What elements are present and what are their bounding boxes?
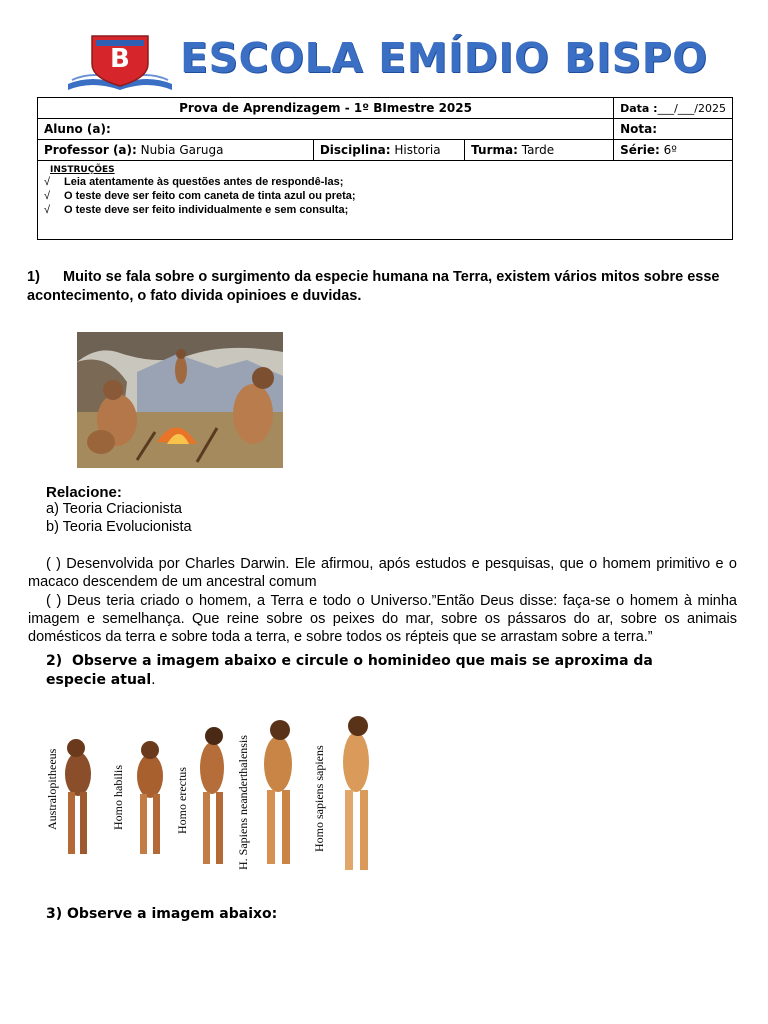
question-1-text: Muito se fala sobre o surgimento da especie humana na Terra, existem vários mitos sobre esse acontecimento, o fato divida opinioes e duvidas. bbox=[27, 269, 720, 304]
species-label: Homo sapiens sapiens bbox=[312, 745, 326, 852]
instruction-item: √ O teste deve ser feito com caneta de tinta azul ou preta; bbox=[44, 190, 356, 202]
question-3-number: 3) bbox=[46, 906, 63, 922]
question-1-number: 1) bbox=[27, 269, 40, 285]
check-icon: √ bbox=[44, 190, 51, 202]
logo-letter: B bbox=[110, 44, 130, 74]
subject-value: Historia bbox=[394, 143, 441, 157]
instruction-item: √ Leia atentamente às questões antes de respondê-las; bbox=[44, 176, 344, 188]
instructions-title: INSTRUÇÕES bbox=[50, 165, 115, 175]
date-cell[interactable] bbox=[614, 98, 733, 119]
teacher-value: Nubia Garuga bbox=[140, 143, 224, 157]
option-b: b) Teoria Evolucionista bbox=[46, 519, 192, 535]
instructions-box bbox=[38, 161, 733, 240]
teacher-cell bbox=[38, 140, 314, 161]
question-3-text: Observe a imagem abaixo: bbox=[67, 906, 278, 922]
species-label: Homo habilis bbox=[111, 765, 125, 830]
subject-cell bbox=[313, 140, 464, 161]
check-icon: √ bbox=[44, 176, 51, 188]
question-2-text: Observe a imagem abaixo e circule o hominideo que mais se aproxima da especie atual bbox=[46, 653, 653, 688]
school-name: ESCOLA EMÍDIO BISPO bbox=[180, 34, 708, 82]
species-label: Homo erectus bbox=[175, 767, 189, 834]
exam-info-table bbox=[37, 97, 733, 240]
grade-field[interactable] bbox=[614, 119, 733, 140]
series-cell bbox=[614, 140, 733, 161]
option-a: a) Teoria Criacionista bbox=[46, 501, 182, 517]
question-3 bbox=[46, 906, 277, 922]
relate-item-1: ( ) Desenvolvida por Charles Darwin. Ele afirmou, após estudos e pesquisas, que o homem primitivo e o macaco descendem de um ancestral comum bbox=[28, 556, 737, 590]
school-header bbox=[62, 30, 708, 96]
species-label: H. Sapiens neanderthalensis bbox=[236, 735, 250, 870]
question-1 bbox=[27, 268, 733, 306]
relate-label: Relacione: bbox=[46, 484, 122, 501]
human-evolution-image bbox=[40, 712, 388, 882]
student-label: Aluno (a): bbox=[44, 122, 111, 136]
question-2: 2) Observe a imagem abaixo e circule o hominideo que mais se aproxima da especie atual. bbox=[46, 653, 653, 688]
student-field[interactable] bbox=[38, 119, 614, 140]
instruction-item: √ O teste deve ser feito individualmente e sem consulta; bbox=[44, 204, 349, 216]
series-label: Série: bbox=[620, 143, 660, 157]
exam-title: Prova de Aprendizagem - 1º BImestre 2025 bbox=[38, 98, 614, 119]
class-cell bbox=[465, 140, 614, 161]
relate-item-2: ( ) Deus teria criado o homem, a Terra e todo o Universo.”Então Deus disse: faça-se o homem à minha imagem e semelhança. Que reine sobre os peixes do mar, sobre os pássaros do ar, sobre os animais domésticos da terra e sobre toda a terra, e sobre todos os répteis que se arrastam sobre a terra.” bbox=[28, 593, 737, 645]
date-value: ___/___/2025 bbox=[657, 101, 726, 115]
class-label: Turma: bbox=[471, 143, 518, 157]
check-icon: √ bbox=[44, 204, 51, 216]
class-value: Tarde bbox=[521, 143, 555, 157]
teacher-label: Professor (a): bbox=[44, 143, 137, 157]
prehistoric-cave-image bbox=[77, 332, 283, 468]
grade-label: Nota: bbox=[620, 122, 658, 136]
date-label: Data : bbox=[620, 101, 658, 115]
subject-label: Disciplina: bbox=[319, 143, 391, 157]
series-value: 6º bbox=[663, 143, 677, 157]
question-2-number: 2) bbox=[46, 653, 63, 669]
species-label: Australopitheeus bbox=[45, 748, 59, 830]
